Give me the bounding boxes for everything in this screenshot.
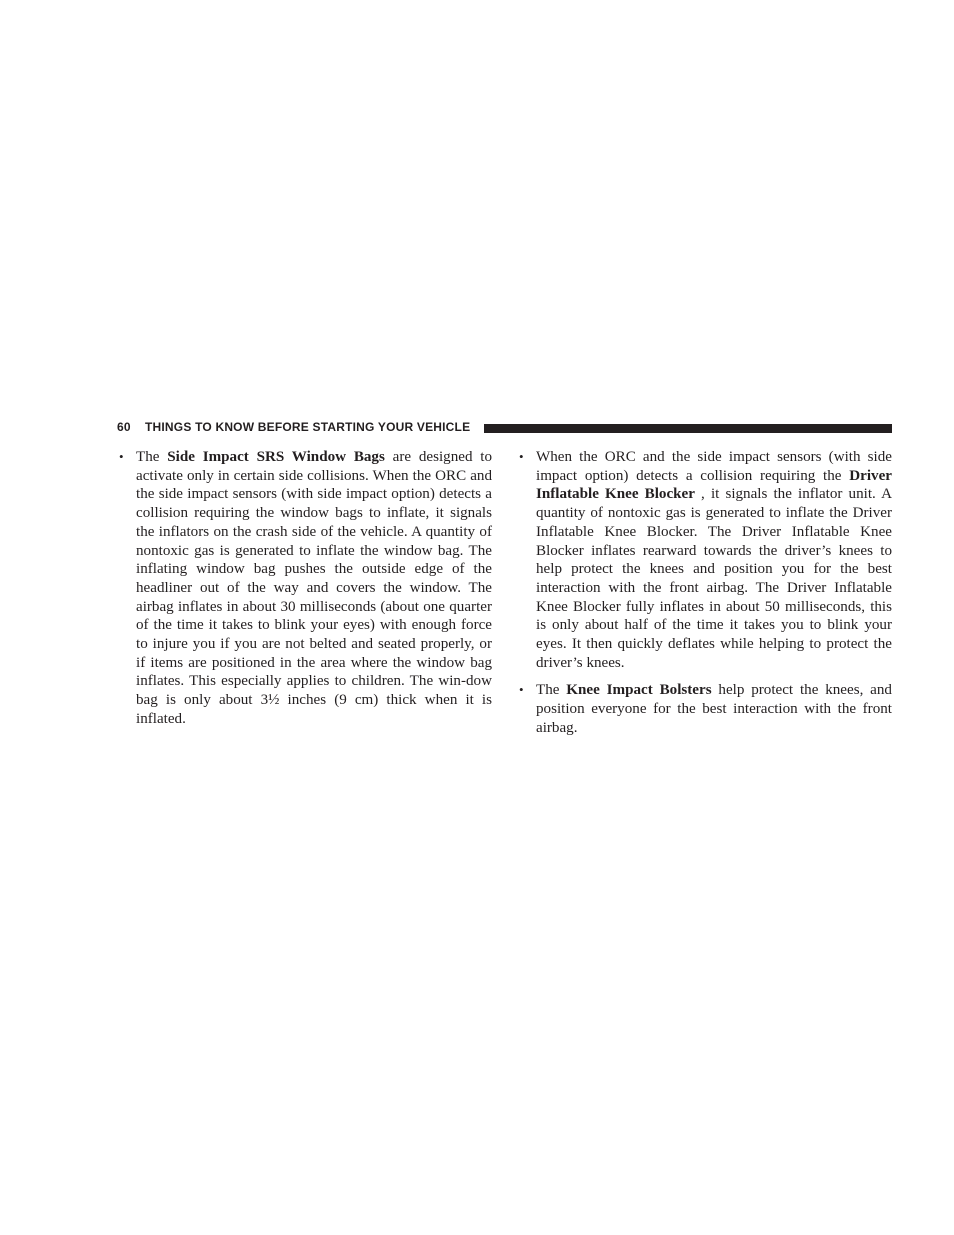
bold-term: Side Impact SRS Window Bags: [167, 449, 385, 465]
paragraph: [536, 448, 892, 672]
right-column: [517, 448, 892, 747]
bullet-item-knee-blocker: [517, 448, 892, 672]
text-segment: When the ORC and the side impact sensors (with side impact option) detects a collision requiring the: [536, 449, 892, 484]
paragraph: [136, 448, 492, 729]
header-rule: [484, 424, 892, 433]
bullet-icon: •: [119, 449, 124, 464]
bold-term: Knee Impact Bolsters: [566, 682, 712, 699]
bullet-item-knee-bolsters: [517, 681, 892, 737]
bullet-icon: •: [519, 682, 524, 698]
text-segment: help protect the knees, and position everyone for the best interaction with the front airbag.: [536, 682, 892, 736]
text-segment: , it signals the inflator unit. A quantity of nontoxic gas is generated to inflate the Driver Inflatable Knee Blocker. The Driver Inflatable Knee Blocker inflates rearward towards the driver’s knees to help protect the knees and position you for the best interaction with the front airbag. The Driver Inflatable Knee Blocker fully inflates in about 50 milliseconds, this is only about half of the time it takes you to blink your eyes. It then quickly deflates while helping to protect the driver’s knees.: [536, 486, 892, 671]
left-column: [117, 448, 492, 738]
text-segment: The: [536, 682, 567, 699]
text-segment: The: [136, 449, 168, 465]
section-title: THINGS TO KNOW BEFORE STARTING YOUR VEHICLE: [145, 420, 471, 434]
text-segment: are designed to activate only in certain side collisions. When the ORC and the side impact sensors (with side impact option) detects a collision requiring the window bags to inflate, it signals the inflators on the crash side of the vehicle. A quantity of nontoxic gas is generated to inflate the window bag. The inflating window bag pushes the outside edge of the headliner out of the way and covers the window. The airbag inflates in about 30 milliseconds (about one quarter of the time it takes to blink your eyes) with enough force to injure you if you are not belted and seated properly, or if items are positioned in the area where the window bag inflates. This especially applies to children. The win-dow bag is only about 3½ inches (9 cm) thick when it is inflated.: [136, 449, 493, 727]
bullet-item-window-bags: [117, 448, 492, 729]
bullet-icon: •: [519, 449, 524, 464]
bold-term: Driver Inflatable Knee Blocker: [536, 467, 892, 503]
page-number: 60: [117, 420, 131, 434]
paragraph: [536, 681, 892, 737]
page-header: [117, 419, 892, 435]
